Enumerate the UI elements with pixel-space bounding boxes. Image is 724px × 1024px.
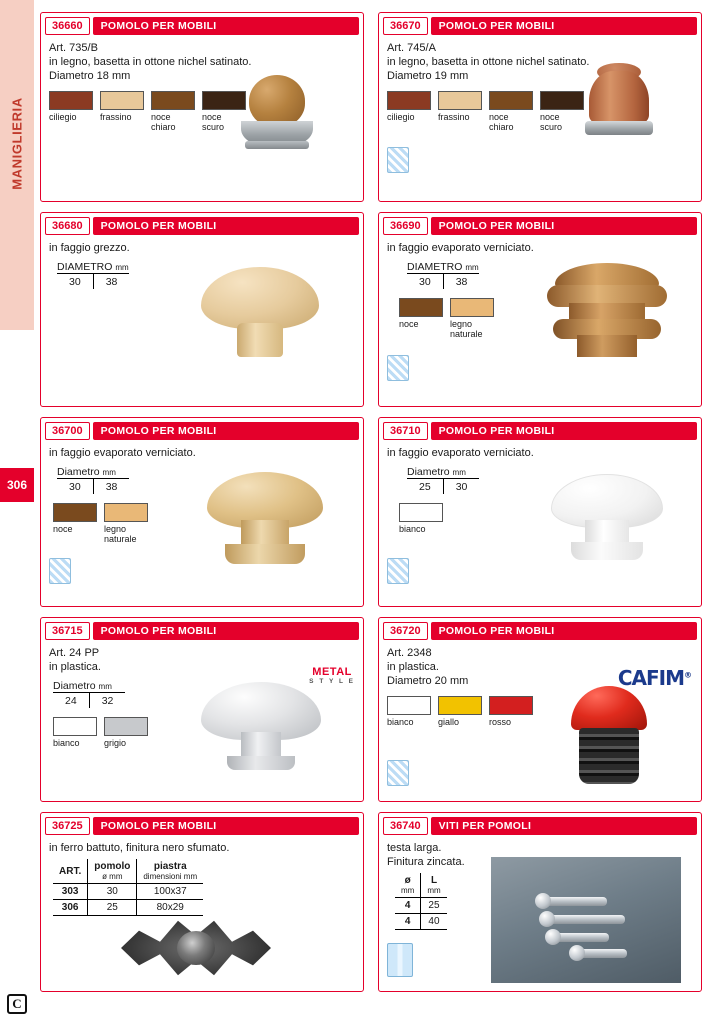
diameter-value: 38 xyxy=(455,276,468,288)
table-row xyxy=(395,898,447,914)
table-row xyxy=(53,884,203,900)
product-image-36740 xyxy=(491,857,681,983)
product-card-36680 xyxy=(40,212,364,407)
product-image-36680 xyxy=(201,267,331,367)
swatch-chip xyxy=(49,91,93,110)
product-code: 36725 xyxy=(45,817,90,835)
product-code: 36740 xyxy=(383,817,428,835)
diameter-table xyxy=(53,680,125,708)
swatch-label: bianco xyxy=(53,738,80,748)
description-line-1: in faggio evaporato verniciato. xyxy=(387,447,534,459)
product-code: 36690 xyxy=(383,217,428,235)
registered-mark: ® xyxy=(684,670,691,680)
swatch xyxy=(49,91,93,132)
diameter-values xyxy=(57,478,129,494)
diameter-value: 30 xyxy=(57,479,94,494)
swatch-chip xyxy=(53,503,97,522)
product-title: POMOLO PER MOBILI xyxy=(93,817,359,835)
swatch-chip xyxy=(100,91,144,110)
product-code: 36660 xyxy=(45,17,90,35)
swatch-chip xyxy=(387,696,431,715)
table-header-row xyxy=(53,859,203,884)
brand-subtitle: S T Y L E xyxy=(309,678,355,685)
product-title: POMOLO PER MOBILI xyxy=(93,422,359,440)
article-number: Art. 2348 xyxy=(387,647,432,659)
swatch xyxy=(489,696,533,727)
knob-profile-part xyxy=(577,335,637,357)
swatch xyxy=(450,298,494,339)
table-row xyxy=(395,914,447,930)
diameter-value: 30 xyxy=(57,274,94,289)
swatch-label: ciliegio xyxy=(387,112,415,122)
column-header-diameter: ø mm xyxy=(395,873,421,898)
diameter-table xyxy=(407,261,479,289)
card-header xyxy=(45,422,359,440)
description-line-1: in plastica. xyxy=(49,661,101,673)
swatch xyxy=(53,717,97,748)
swatch-label: frassino xyxy=(438,112,470,122)
screw-head xyxy=(535,893,551,909)
swatch xyxy=(438,696,482,727)
swatch-label: grigio xyxy=(104,738,127,748)
diameter-title: Diametro mm xyxy=(53,680,112,692)
blister-pack-icon xyxy=(387,943,413,977)
description-line-1: in faggio evaporato verniciato. xyxy=(387,242,534,254)
screw-head xyxy=(569,945,585,961)
swatch-label: noce xyxy=(53,524,73,534)
brand-name: METAL xyxy=(312,666,352,678)
diameter-value: 24 xyxy=(53,693,90,708)
description-line-2: Diametro 18 mm xyxy=(49,70,131,82)
card-header xyxy=(383,622,697,640)
card-body xyxy=(41,440,363,606)
swatch-chip xyxy=(151,91,195,110)
screw-head xyxy=(539,911,555,927)
page-number: 306 xyxy=(0,468,34,502)
description-line-2: Diametro 20 mm xyxy=(387,675,469,687)
swatch xyxy=(387,696,431,727)
brand-name: CAFIM xyxy=(617,666,684,690)
cell-piastra: 80x29 xyxy=(137,900,203,916)
swatch xyxy=(151,91,195,132)
swatch xyxy=(489,91,533,132)
product-card-36690 xyxy=(378,212,702,407)
description-line-2: Finitura zincata. xyxy=(387,856,465,868)
knob-ferrule xyxy=(579,728,639,784)
cell-art: 306 xyxy=(53,900,88,916)
product-card-36725 xyxy=(40,812,364,992)
knob-foot xyxy=(227,756,295,770)
description-line-1: in plastica. xyxy=(387,661,439,673)
swatch-label: legno naturale xyxy=(104,524,137,544)
product-code: 36720 xyxy=(383,622,428,640)
swatch-chip xyxy=(104,503,148,522)
cell-pomolo: 30 xyxy=(88,884,137,900)
swatch-label: bianco xyxy=(387,717,414,727)
category-label: MANIGLIERIA xyxy=(9,97,25,190)
diameter-values xyxy=(53,692,125,708)
product-title: POMOLO PER MOBILI xyxy=(431,217,697,235)
knob-neck xyxy=(237,323,283,357)
card-header xyxy=(383,217,697,235)
diameter-value: 38 xyxy=(105,481,118,493)
column-header-piastra: piastra dimensioni mm xyxy=(137,859,203,884)
knob-foot xyxy=(571,542,643,560)
description-line-1: testa larga. xyxy=(387,842,442,854)
product-image-36720 xyxy=(571,686,657,788)
product-title: POMOLO PER MOBILI xyxy=(93,17,359,35)
blister-pack-icon xyxy=(387,760,409,786)
card-body xyxy=(41,835,363,991)
product-card-36670 xyxy=(378,12,702,202)
swatch-chip xyxy=(438,91,482,110)
knob-cap xyxy=(571,686,647,730)
swatch-label: noce scuro xyxy=(202,112,225,132)
card-header xyxy=(383,817,697,835)
screw xyxy=(543,897,607,906)
description-line-1: in ferro battuto, finitura nero sfumato. xyxy=(49,842,230,854)
diameter-values xyxy=(407,478,479,494)
cell-diameter: 4 xyxy=(395,914,421,930)
card-body xyxy=(379,835,701,991)
card-body xyxy=(41,640,363,801)
swatch-chip xyxy=(387,91,431,110)
blister-pack-icon xyxy=(387,355,409,381)
swatch-label: rosso xyxy=(489,717,512,727)
table-row xyxy=(53,900,203,916)
swatch-chip xyxy=(399,298,443,317)
description-line-1: in legno, basetta in ottone nichel satinato. xyxy=(49,56,252,68)
diameter-value: 30 xyxy=(407,274,444,289)
description-line-1: in legno, basetta in ottone nichel satinato. xyxy=(387,56,590,68)
product-title: POMOLO PER MOBILI xyxy=(93,622,359,640)
product-code: 36700 xyxy=(45,422,90,440)
diameter-value: 25 xyxy=(407,479,444,494)
swatch-chip xyxy=(53,717,97,736)
card-header xyxy=(383,422,697,440)
product-image-36690 xyxy=(547,263,671,363)
knob-ball xyxy=(249,75,305,127)
card-header xyxy=(45,817,359,835)
blister-pack-icon xyxy=(387,147,409,173)
description-line-1: in faggio grezzo. xyxy=(49,242,130,254)
article-number: Art. 735/B xyxy=(49,42,98,54)
knob-rosette xyxy=(177,931,215,965)
product-code: 36715 xyxy=(45,622,90,640)
swatch-label: ciliegio xyxy=(49,112,77,122)
knob-body xyxy=(589,71,649,125)
cell-piastra: 100x37 xyxy=(137,884,203,900)
product-image-36725 xyxy=(121,917,273,981)
knob-foot xyxy=(245,141,309,149)
article-number: Art. 24 PP xyxy=(49,647,100,659)
swatch-chip xyxy=(399,503,443,522)
description-line-1: in faggio evaporato verniciato. xyxy=(49,447,196,459)
knob-head xyxy=(201,267,319,329)
product-image-36670 xyxy=(575,63,671,143)
swatch xyxy=(399,503,443,534)
swatch-chip xyxy=(489,696,533,715)
swatch xyxy=(399,298,443,339)
card-header xyxy=(45,17,359,35)
swatch xyxy=(387,91,431,132)
product-card-36715 xyxy=(40,617,364,802)
diameter-values xyxy=(57,273,129,289)
swatch xyxy=(100,91,144,132)
product-card-36740 xyxy=(378,812,702,992)
diameter-title: DIAMETRO mm xyxy=(407,261,479,273)
diameter-table xyxy=(57,261,129,289)
swatch-label: bianco xyxy=(399,524,426,534)
card-header xyxy=(45,622,359,640)
card-body xyxy=(379,440,701,606)
swatch-label: noce scuro xyxy=(540,112,563,132)
diameter-value: 30 xyxy=(455,481,468,493)
description-line-2: Diametro 19 mm xyxy=(387,70,469,82)
screw-head xyxy=(545,929,561,945)
column-header-art: ART. xyxy=(53,859,88,884)
swatch-label: noce chiaro xyxy=(151,112,176,132)
product-title: POMOLO PER MOBILI xyxy=(431,622,697,640)
cell-diameter: 4 xyxy=(395,898,421,914)
product-card-36720 xyxy=(378,617,702,802)
card-header xyxy=(383,17,697,35)
diameter-table xyxy=(407,466,479,494)
product-grid xyxy=(40,12,716,992)
card-body xyxy=(379,35,701,201)
swatch xyxy=(104,717,148,748)
spec-table xyxy=(395,873,447,930)
swatch-chip xyxy=(489,91,533,110)
diameter-value: 38 xyxy=(105,276,118,288)
product-code: 36680 xyxy=(45,217,90,235)
diameter-values xyxy=(407,273,479,289)
cell-pomolo: 25 xyxy=(88,900,137,916)
cell-length: 40 xyxy=(421,914,447,930)
product-image-36710 xyxy=(551,474,667,566)
knob-foot xyxy=(225,544,305,564)
swatch xyxy=(438,91,482,132)
swatch xyxy=(53,503,97,544)
column-header-pomolo: pomolo ø mm xyxy=(88,859,137,884)
screw xyxy=(553,933,609,942)
product-card-36700 xyxy=(40,417,364,607)
product-code: 36670 xyxy=(383,17,428,35)
swatch xyxy=(104,503,148,544)
diameter-title: DIAMETRO mm xyxy=(57,261,129,273)
table-header-row xyxy=(395,873,447,898)
knob-foot xyxy=(585,121,653,135)
product-title: POMOLO PER MOBILI xyxy=(431,17,697,35)
publisher-logo: C xyxy=(7,994,27,1014)
blister-pack-icon xyxy=(49,558,71,584)
article-number: Art. 745/A xyxy=(387,42,436,54)
blister-pack-icon xyxy=(387,558,409,584)
product-image-36700 xyxy=(207,472,327,568)
swatch-label: frassino xyxy=(100,112,132,122)
product-card-36660 xyxy=(40,12,364,202)
card-body xyxy=(379,640,701,801)
spec-table xyxy=(53,859,203,916)
product-title: POMOLO PER MOBILI xyxy=(93,217,359,235)
product-image-36715 xyxy=(201,682,327,774)
diameter-title: Diametro mm xyxy=(57,466,116,478)
screw xyxy=(547,915,625,924)
diameter-table xyxy=(57,466,129,494)
card-body xyxy=(379,235,701,406)
product-title: VITI PER POMOLI xyxy=(431,817,697,835)
column-header-length: L mm xyxy=(421,873,447,898)
swatch-label: noce chiaro xyxy=(489,112,514,132)
card-header xyxy=(45,217,359,235)
swatch-chip xyxy=(438,696,482,715)
swatch-label: legno naturale xyxy=(450,319,483,339)
card-body xyxy=(41,235,363,406)
swatch-chip xyxy=(450,298,494,317)
left-rail xyxy=(0,0,34,1024)
swatch-label: giallo xyxy=(438,717,460,727)
swatch-label: noce xyxy=(399,319,419,329)
swatch-chip xyxy=(104,717,148,736)
cell-length: 25 xyxy=(421,898,447,914)
product-image-36660 xyxy=(231,75,331,161)
diameter-value: 32 xyxy=(101,695,114,707)
category-band xyxy=(0,0,34,330)
card-body xyxy=(41,35,363,201)
product-code: 36710 xyxy=(383,422,428,440)
product-title: POMOLO PER MOBILI xyxy=(431,422,697,440)
diameter-title: Diametro mm xyxy=(407,466,466,478)
product-card-36710 xyxy=(378,417,702,607)
cell-art: 303 xyxy=(53,884,88,900)
